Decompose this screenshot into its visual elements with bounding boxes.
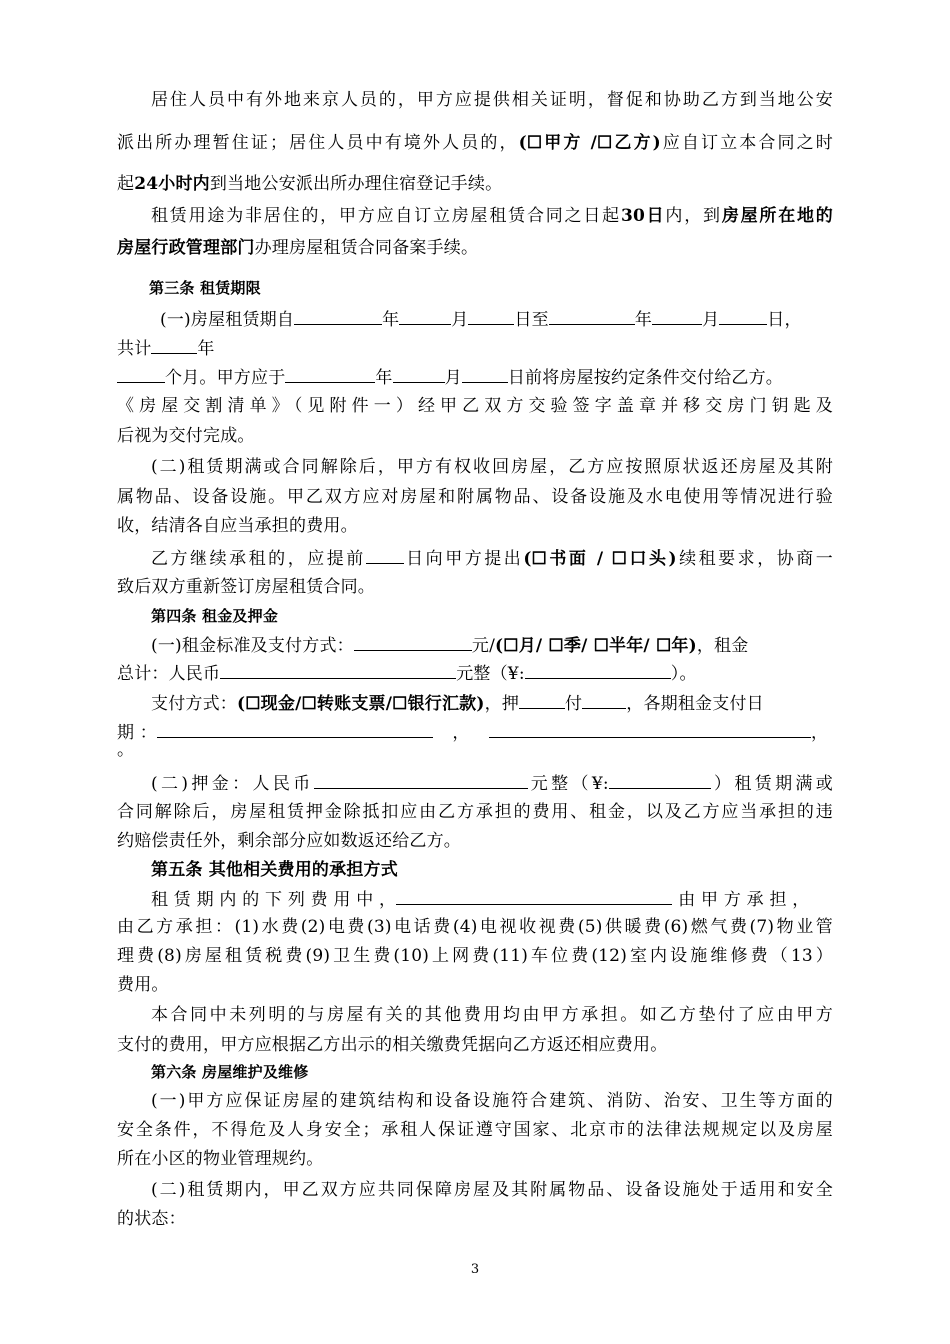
article-heading: 第三条 租赁期限 <box>149 279 261 297</box>
text-line: 租 赁 期 内 的 下 列 费 用 中 ， 由 甲 方 承 担 ， <box>151 886 833 912</box>
blank-field[interactable] <box>525 660 671 679</box>
text-line: (一)房屋租赁期自 年 月 日至 年 月 日， <box>160 306 833 332</box>
text-line: (二)押金：人民币 元整（¥: ）租赁期满或 <box>151 770 833 796</box>
checkbox-option-payment[interactable]: (☐现金/☐转账支票/☐银行汇款) <box>237 694 485 714</box>
text-line: 理费(8)房屋租赁税费(9)卫生费(10)上网费(11)车位费(12)室内设施维修费（13） <box>117 946 833 966</box>
text-line: 乙方继续承租的，应提前 日向甲方提出(☐书面 / ☐口头)续租要求，协商一 <box>151 545 833 571</box>
blank-field[interactable] <box>314 770 528 789</box>
text-line: 合同解除后，房屋租赁押金除抵扣应由乙方承担的费用、租金，以及乙方应当承担的违 <box>117 802 833 822</box>
text-line: 收，结清各自应当承担的费用。 <box>117 516 358 536</box>
text-line: 居住人员中有外地来京人员的，甲方应提供相关证明，督促和协助乙方到当地公安 <box>151 90 833 110</box>
text-line: 。 <box>117 740 135 760</box>
text-line: 安全条件，不得危及人身安全；承租人保证遵守国家、北京市的法律法规规定以及房屋 <box>117 1120 833 1140</box>
text-line: 费用。 <box>117 975 169 995</box>
blank-field[interactable] <box>366 545 404 564</box>
text-line: 总计：人民币 元整（¥: ）。 <box>117 660 833 686</box>
text-line: 派出所办理暂住证；居住人员中有境外人员的，(☐甲方 /☐乙方)应自订立本合同之时 <box>117 133 833 153</box>
blank-field[interactable] <box>151 335 197 354</box>
text-line: 期 ： ， ， <box>117 719 833 745</box>
blank-field[interactable] <box>652 306 702 325</box>
blank-field[interactable] <box>468 306 514 325</box>
text-line: 致后双方重新签订房屋租赁合同。 <box>117 577 375 597</box>
text-line: 租赁用途为非居住的，甲方应自订立房屋租赁合同之日起30日内，到房屋所在地的 <box>151 206 834 226</box>
checkbox-option-period[interactable]: (☐月/ ☐季/ ☐半年/ ☐年) <box>495 636 697 656</box>
checkbox-option-form[interactable]: (☐书面 / ☐口头) <box>523 549 677 569</box>
blank-field[interactable] <box>399 306 451 325</box>
article-heading: 第五条 其他相关费用的承担方式 <box>151 860 398 880</box>
article-heading: 第四条 租金及押金 <box>151 607 279 625</box>
text-line: 约赔偿责任外，剩余部分应如数返还给乙方。 <box>117 831 461 851</box>
blank-field[interactable] <box>220 660 456 679</box>
text-line: 本合同中未列明的与房屋有关的其他费用均由甲方承担。如乙方垫付了应由甲方 <box>151 1005 833 1025</box>
blank-field[interactable] <box>489 719 811 738</box>
blank-field[interactable] <box>582 690 626 709</box>
text-line: 个月。甲方应于 年 月 日前将房屋按约定条件交付给乙方。 <box>117 364 833 390</box>
text-line: 的状态： <box>117 1209 186 1229</box>
page-number: 3 <box>470 1262 480 1277</box>
text-line: 支付的费用，甲方应根据乙方出示的相关缴费凭据向乙方返还相应费用。 <box>117 1035 668 1055</box>
text-line: 房屋行政管理部门办理房屋租赁合同备案手续。 <box>117 238 479 258</box>
article-heading: 第六条 房屋维护及维修 <box>151 1063 309 1081</box>
blank-field[interactable] <box>396 886 672 905</box>
blank-field[interactable] <box>609 770 711 789</box>
blank-field[interactable] <box>354 632 472 651</box>
blank-field[interactable] <box>294 306 382 325</box>
blank-field[interactable] <box>462 364 508 383</box>
blank-field[interactable] <box>117 364 165 383</box>
blank-field[interactable] <box>549 306 635 325</box>
blank-field[interactable] <box>157 719 433 738</box>
text-line: (一)甲方应保证房屋的建筑结构和设备设施符合建筑、消防、治安、卫生等方面的 <box>151 1091 833 1111</box>
checkbox-option-party[interactable]: (☐甲方 /☐乙方) <box>518 133 661 153</box>
blank-field[interactable] <box>519 690 565 709</box>
text-line: 起24小时内到当地公安派出所办理住宿登记手续。 <box>117 174 503 194</box>
blank-field[interactable] <box>393 364 445 383</box>
text-line: 属物品、设备设施。甲乙双方应对房屋和附属物品、设备设施及水电使用等情况进行验 <box>117 487 833 507</box>
text-line: 所在小区的物业管理规约。 <box>117 1149 324 1169</box>
text-line: 支付方式：(☐现金/☐转账支票/☐银行汇款)，押 付 ，各期租金支付日 <box>151 690 833 716</box>
blank-field[interactable] <box>285 364 375 383</box>
text-line: 由乙方承担：(1)水费(2)电费(3)电话费(4)电视收视费(5)供暖费(6)燃气费(7)物业管 <box>117 917 833 937</box>
text-line: 后视为交付完成。 <box>117 426 255 446</box>
text-line: (二)租赁期满或合同解除后，甲方有权收回房屋，乙方应按照原状返还房屋及其附 <box>151 457 833 477</box>
text-line: 《房屋交割清单》（见附件一）经甲乙双方交验签字盖章并移交房门钥匙及 <box>117 396 833 416</box>
text-line: (一)租金标准及支付方式： 元/(☐月/ ☐季/ ☐半年/ ☐年)，租金 <box>151 632 833 658</box>
text-line: (二)租赁期内，甲乙双方应共同保障房屋及其附属物品、设备设施处于适用和安全 <box>151 1180 833 1200</box>
blank-field[interactable] <box>719 306 767 325</box>
text-line: 共计 年 <box>117 335 833 361</box>
